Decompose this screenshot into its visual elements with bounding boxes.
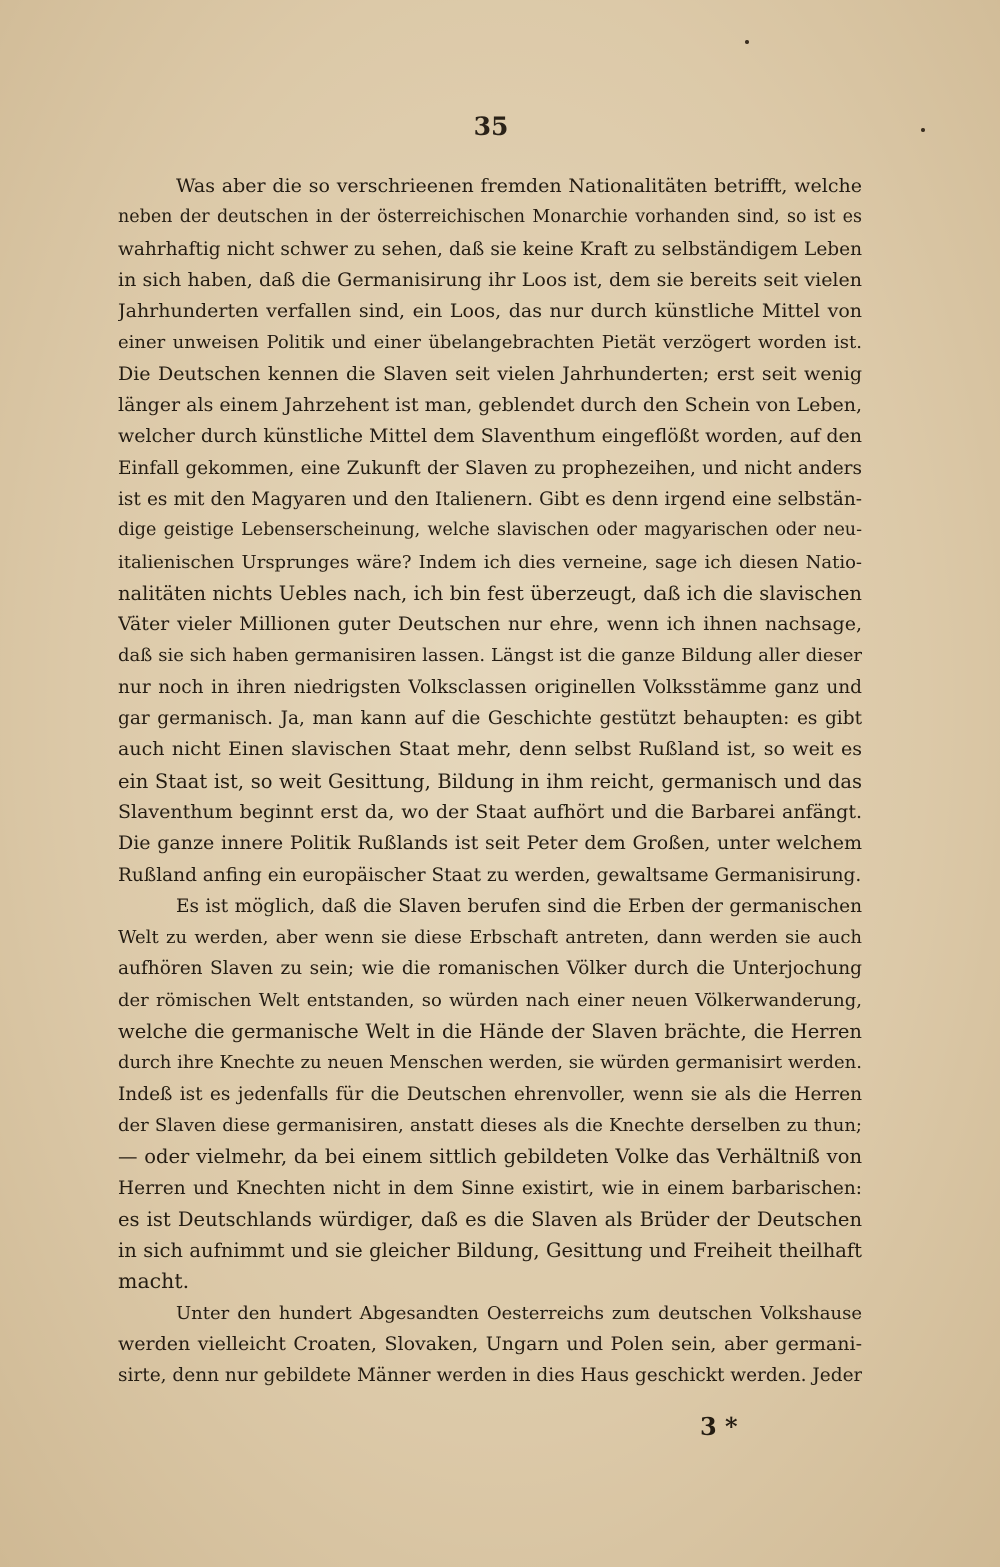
text-line: Slaventhum beginnt erst da, wo der Staat aufhört und die Barbarei anfängt. (118, 800, 862, 823)
text-line: Welt zu werden, aber wenn sie diese Erbschaft antreten, dann werden sie auch (118, 927, 862, 949)
text-line: welche die germanische Welt in die Hände der Slaven brächte, die Herren (118, 1020, 862, 1044)
text-line: der römischen Welt entstanden, so würden nach einer neuen Völkerwanderung, (118, 989, 862, 1011)
ink-speck (745, 40, 749, 44)
text-line: Die Deutschen kennen die Slaven seit vielen Jahrhunderten; erst seit wenig (118, 362, 862, 385)
text-line: wahrhaftig nicht schwer zu sehen, daß sie keine Kraft zu selbständigem Leben (118, 238, 862, 260)
text-line: gar germanisch. Ja, man kann auf die Geschichte gestützt behaupten: es gibt (118, 708, 862, 730)
text-line: macht. (118, 1269, 190, 1294)
text-line: italienischen Ursprunges wäre? Indem ich dies verneine, sage ich diesen Natio- (118, 551, 862, 573)
text-line: aufhören Slaven zu sein; wie die romanischen Völker durch die Unterjochung (118, 958, 862, 980)
text-line: Die ganze innere Politik Rußlands ist seit Peter dem Großen, unter welchem (118, 832, 862, 855)
text-line: auch nicht Einen slavischen Staat mehr, denn selbst Rußland ist, so weit es (118, 738, 862, 761)
text-line: Einfall gekommen, eine Zukunft der Slaven zu prophezeihen, und nicht anders (118, 457, 862, 479)
text-line: Was aber die so verschrieenen fremden Nationalitäten betrifft, welche (176, 175, 862, 197)
text-line: Unter den hundert Abgesandten Oesterreichs zum deutschen Volkshause (176, 1302, 862, 1324)
text-line: einer unweisen Politik und einer übelangebrachten Pietät verzögert worden ist. (118, 332, 862, 354)
paragraph (118, 891, 862, 1298)
text-line: welcher durch künstliche Mittel dem Slaventhum eingeflößt worden, auf den (118, 425, 862, 448)
text-line: dige geistige Lebenserscheinung, welche slavischen oder magyarischen oder neu- (118, 520, 862, 541)
text-line: Es ist möglich, daß die Slaven berufen sind die Erben der germanischen (176, 895, 862, 917)
text-line: in sich haben, daß die Germanisirung ihr Loos ist, dem sie bereits seit vielen (118, 268, 862, 291)
page-number: 35 (473, 112, 509, 141)
text-line: Indeß ist es jedenfalls für die Deutschen ehrenvoller, wenn sie als die Herren (118, 1083, 862, 1105)
text-line: Väter vieler Millionen guter Deutschen nur ehre, wenn ich ihnen nachsage, (118, 613, 862, 636)
text-line: nur noch in ihren niedrigsten Volksclassen originellen Volksstämme ganz und (118, 676, 862, 698)
text-line: sirte, denn nur gebildete Männer werden in dies Haus geschickt werden. Jeder (118, 1365, 862, 1387)
text-line: daß sie sich haben germanisiren lassen. Längst ist die ganze Bildung aller dieser (118, 645, 862, 667)
text-line: ist es mit den Magyaren und den Italienern. Gibt es denn irgend eine selbstän- (118, 488, 862, 510)
text-line: — oder vielmehr, da bei einem sittlich gebildeten Volke das Verhältniß von (118, 1145, 862, 1169)
text-line: länger als einem Jahrzehent ist man, geblendet durch den Schein von Leben, (118, 394, 862, 417)
paragraph (118, 171, 862, 891)
text-line: durch ihre Knechte zu neuen Menschen werden, sie würden germanisirt werden. (118, 1052, 862, 1074)
signature-mark: 3 * (700, 1412, 738, 1441)
text-line: in sich aufnimmt und sie gleicher Bildung, Gesittung und Freiheit theilhaft (118, 1239, 862, 1263)
body-text (118, 171, 862, 1392)
text-line: ein Staat ist, so weit Gesittung, Bildung in ihm reicht, germanisch und das (118, 769, 862, 793)
text-line: werden vielleicht Croaten, Slovaken, Ungarn und Polen sein, aber germani- (118, 1332, 862, 1355)
text-line: Jahrhunderten verfallen sind, ein Loos, das nur durch künstliche Mittel von (118, 300, 862, 323)
paragraph (118, 1298, 862, 1392)
text-line: Rußland anfing ein europäischer Staat zu werden, gewaltsame Germanisirung. (118, 864, 862, 886)
text-line: der Slaven diese germanisiren, anstatt dieses als die Knechte derselben zu thun; (118, 1114, 862, 1136)
text-line: neben der deutschen in der österreichischen Monarchie vorhanden sind, so ist es (118, 207, 862, 228)
text-line: Herren und Knechten nicht in dem Sinne existirt, wie in einem barbarischen: (118, 1177, 862, 1199)
ink-speck (921, 128, 925, 132)
text-line: es ist Deutschlands würdiger, daß es die Slaven als Brüder der Deutschen (118, 1207, 862, 1231)
text-line: nalitäten nichts Uebles nach, ich bin fest überzeugt, daß ich die slavischen (118, 581, 862, 605)
